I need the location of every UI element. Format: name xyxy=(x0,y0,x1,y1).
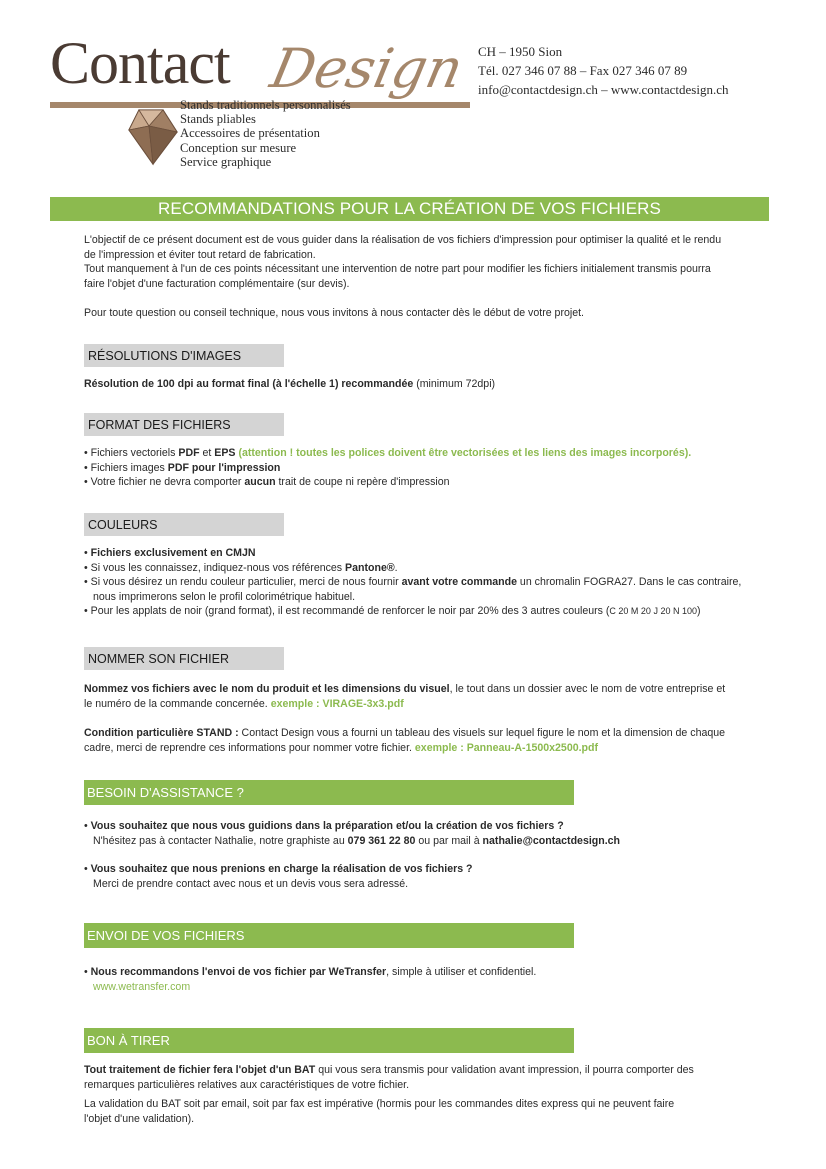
sending-list xyxy=(84,965,744,980)
text: aucun xyxy=(244,476,276,488)
text: ) xyxy=(696,605,701,617)
example-filename: exemple : VIRAGE-3x3.pdf xyxy=(270,697,404,710)
text: avant votre commande xyxy=(401,576,517,588)
text: Vous souhaitez que nous prenions en charge la réalisation de vos fichiers ? xyxy=(90,863,473,875)
text: Tout traitement de fichier fera l'objet d'un BAT xyxy=(84,1064,316,1076)
section-heading-sending: ENVOI DE VOS FICHIERS xyxy=(84,923,574,948)
text: qui vous sera transmis pour validation avant impression, il pourra comporter des remarques particulières relatives aux caractéristiques de votre fichier. xyxy=(84,1064,694,1091)
section-heading-resolution: RÉSOLUTIONS D'IMAGES xyxy=(84,344,284,367)
page-title: RECOMMANDATIONS POUR LA CRÉATION DE VOS FICHIERS xyxy=(50,197,769,221)
text: PDF xyxy=(178,447,200,459)
example-filename: exemple : Panneau-A-1500x2500.pdf xyxy=(414,741,599,754)
text: Contact Design vous a fourni un tableau des visuels sur lequel figure le nom et la dimension de chaque cadre, merci de reprendre ces informations pour nommer votre fichier. xyxy=(84,727,726,754)
service-item: Stands traditionnels personnalisés xyxy=(180,98,351,112)
logo-word-contact: Contact xyxy=(50,30,230,96)
text: Nommez vos fichiers avec le nom du produit et les dimensions du visuel xyxy=(84,683,450,695)
diamond-logo-icon xyxy=(127,108,179,166)
services-list xyxy=(180,98,351,169)
section-heading-assistance: BESOIN D'ASSISTANCE ? xyxy=(84,780,574,805)
section-heading-colors: COULEURS xyxy=(84,513,284,536)
section-heading-format: FORMAT DES FICHIERS xyxy=(84,413,284,436)
list-item xyxy=(84,575,744,604)
contact-email-web[interactable]: info@contactdesign.ch – www.contactdesign.ch xyxy=(478,82,729,97)
assistance-answer-2: Merci de prendre contact avec nous et un devis vous sera adressé. xyxy=(93,878,409,890)
assistance-list-2 xyxy=(84,862,744,877)
text: Vous souhaitez que nous vous guidions dans la préparation et/ou la création de vos fichiers ? xyxy=(90,820,564,832)
contact-phone-fax: Tél. 027 346 07 88 – Fax 027 346 07 89 xyxy=(478,63,688,78)
list-item xyxy=(84,561,744,576)
phone-number[interactable]: 079 361 22 80 xyxy=(347,835,416,847)
service-item: Conception sur mesure xyxy=(180,140,297,155)
text: N'hésitez pas à contacter Nathalie, notre graphiste au xyxy=(93,835,348,847)
text: et xyxy=(199,447,215,459)
logo-word-design: Design xyxy=(265,37,469,100)
text: PDF pour l'impression xyxy=(167,461,281,474)
list-item xyxy=(84,461,744,476)
assistance-answer-1 xyxy=(84,834,743,849)
service-item: Accessoires de présentation xyxy=(180,126,320,141)
resolution-bold: Résolution de 100 dpi au format final (à l'échelle 1) recommandée xyxy=(84,378,414,390)
resolution-text xyxy=(84,377,734,392)
bat-paragraph-1 xyxy=(84,1063,704,1092)
text: Condition particulière STAND : xyxy=(84,727,239,739)
text: EPS xyxy=(214,447,236,459)
format-list xyxy=(84,446,744,490)
list-item xyxy=(84,819,744,834)
text: trait de coupe ni repère d'impression xyxy=(275,476,450,488)
text: Si vous désirez un rendu couleur particulier, merci de nous fournir xyxy=(90,576,402,588)
text: Fichiers images xyxy=(90,461,168,474)
text: un chromalin FOGRA27. Dans le cas contraire, nous imprimerons selon le profil colorimétrique habituel. xyxy=(93,576,742,603)
text: Pour les applats de noir (grand format), il est recommandé de renforcer le noir par 20% des 3 autres couleurs ( xyxy=(90,605,610,617)
text: Nous recommandons l'envoi de vos fichier par WeTransfer xyxy=(90,966,387,978)
section-heading-naming: NOMMER SON FICHIER xyxy=(84,647,284,670)
section-heading-bat: BON À TIRER xyxy=(84,1028,574,1053)
wetransfer-link-row xyxy=(84,980,743,995)
text: Fichiers exclusivement en CMJN xyxy=(90,547,256,559)
text: , simple à utiliser et confidentiel. xyxy=(386,966,537,978)
text: . xyxy=(394,561,398,574)
service-item: Stands pliables xyxy=(180,112,256,127)
cmyk-values: C 20 M 20 J 20 N 100 xyxy=(609,606,697,616)
bat-paragraph-2: La validation du BAT soit par email, soit par fax est impérative (hormis pour les commandes dites express qui ne peuvent faire l'objet d'une validation). xyxy=(84,1098,675,1125)
text: Votre fichier ne devra comporter xyxy=(90,476,245,488)
resolution-rest: (minimum 72dpi) xyxy=(413,378,496,390)
intro-paragraph-2: Tout manquement à l'un de ces points nécessitant une intervention de notre part pour modifier les fichiers initialement transmis pourra faire l'objet d'une facturation complémentaire (sur devis). xyxy=(84,263,711,290)
text: Pantone® xyxy=(345,561,395,574)
list-item xyxy=(84,446,744,461)
assistance-list xyxy=(84,819,744,834)
contact-info xyxy=(478,42,728,99)
list-item xyxy=(84,965,744,980)
text: , le tout dans un dossier avec le nom de votre entreprise et le numéro de la commande concernée. xyxy=(84,683,726,710)
list-item xyxy=(84,546,744,561)
list-item xyxy=(84,604,744,619)
warning-text: (attention ! toutes les polices doivent être vectorisées et les liens des images incorporés). xyxy=(235,447,692,459)
text: Si vous les connaissez, indiquez-nous vos références xyxy=(90,561,346,574)
naming-paragraph-1 xyxy=(84,682,734,711)
intro-paragraph-3: Pour toute question ou conseil technique, nous vous invitons à nous contacter dès le début de votre projet. xyxy=(84,307,584,319)
list-item xyxy=(84,475,744,490)
service-item: Service graphique xyxy=(180,154,272,169)
list-item xyxy=(84,862,744,877)
email-link[interactable]: nathalie@contactdesign.ch xyxy=(482,835,621,847)
wetransfer-link[interactable]: www.wetransfer.com xyxy=(93,981,191,993)
colors-list xyxy=(84,546,744,619)
text: Fichiers vectoriels xyxy=(90,447,179,459)
naming-paragraph-2 xyxy=(84,726,734,755)
contact-address: CH – 1950 Sion xyxy=(478,44,563,59)
text: ou par mail à xyxy=(415,835,483,847)
intro-paragraph-1: L'objectif de ce présent document est de vous guider dans la réalisation de vos fichiers d'impression pour optimiser la qualité et le rendu de l'impression et éviter tout retard de fabrication. xyxy=(84,234,722,261)
